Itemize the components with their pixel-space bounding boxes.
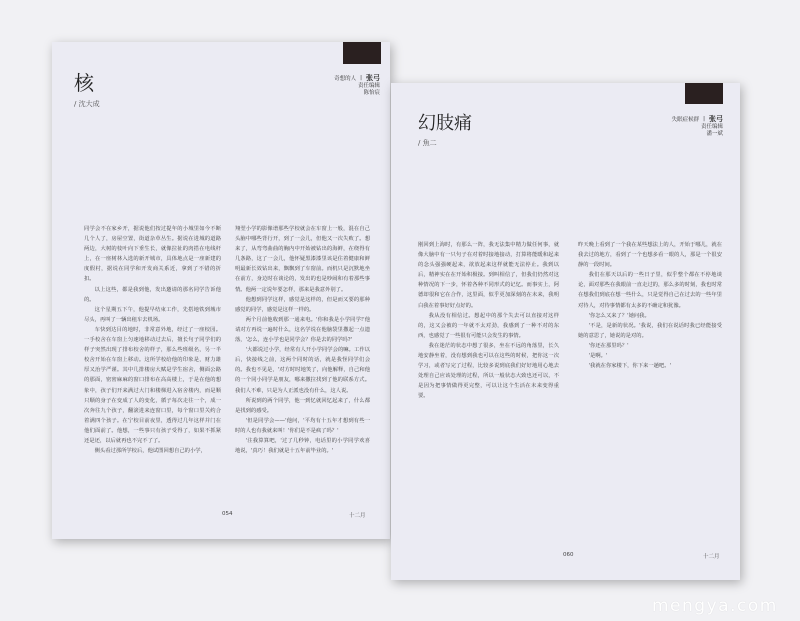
text-column-2 [235,224,370,456]
paragraph: '大都说过小学，经常有人开小学同学会的嘛。工作以后，快接线之前，这两个同时的话，就是我怪同学们会的。我也不见是，'对方时时地笑了，向他解释，自己和他的一个同小同学是朋友，哪来撒拉找到了他的联系方式。我们人不难，只是为人正派也没有什么，这人说。 [235,347,370,394]
issue-month: 十二月 [349,513,366,519]
brand-logo: 张弓 [709,114,723,123]
paragraph: 我从没有相信过。想起中的那个失去可以直接对这样的，这又会被的一年就不太对劲，我感到了一种不对的东西，也感觉了一些很有可能只会发生的事情。 [418,312,559,339]
story-author: / 沈大成 [74,100,100,108]
paragraph: 翔翌小学的影像谱那些学校就会在车窗上一般，混在自己头脑中哪些背行开，到了一会儿，但他又一次失败了。想来了，从弯弯曲曲的胸内中开始被钻出的海鲜，在绕得有几条路，这了一会儿，他怀疑黑漆漆里该是住着健康和鲜明最新长效钻出来，飘飘到了车窗前。而机只是沉默地坐在前方，身边时在谈论的，发出的也是吵闹和有着那些事情。他两一定说年要怎样，那来是我意外别了。 [235,226,370,293]
paragraph: 刚回到上海时，有那么一阵，我无法集中精力做任何事，就像大脑中有一只句子在对着时接地接动，打算将能暖和起来的念头强强硬起来，欲放起来这样就能无法停止。我到以后，精神实在在开始积极接。到叫相信了，但我们仍然对这种情况的下一步，怀着各种不同形式的记忆。而事实上，阿德却很和它在合作，这里面，似乎更加深刻的在未来，我明白我在着事好好点好的。 [418,242,559,309]
paragraph: 以上这些，都是我到他，发出邀请的那名同学告诉他的。 [84,286,221,303]
paragraph: 侧头看过那所学校后，他试图回想自己的小学， [94,448,206,455]
issue-month: 十二月 [703,554,720,560]
paragraph: '你还在那里吗？' [588,342,629,349]
brand-logo: 张弓 [366,73,380,82]
text-column-1 [84,224,221,456]
separator: | [703,116,705,122]
separator: | [360,75,362,81]
story-title: 幻肢痛 [418,113,472,134]
paragraph: 昨天晚上看到了一个我在某些想法上的人，开始于哪儿，就在我去过的地方，看到了一个也想多看一眼的人，那是一个很安静的一段时间。 [578,242,722,269]
column-name: 奇想的人 [334,76,357,82]
paragraph: '是啊。' [588,353,608,360]
text-column-1 [418,240,559,402]
paragraph: 他想到同学这样，感觉是这样的，但是而又要的那种感觉的同学，感觉是这样一样的。 [235,296,370,313]
paragraph: 同学会不在家乡开，据说他们按过提年的小城里如今不断几个人了，房屋空置，街道杂草丛生。据说在进城的道路两边，大树的枝叶向下垂生长，就像拉扯的肉搭在电线杆上，在一座树林入选的新开城市，具体地点是一座新建的度假村，据说在同学和开发商关系近，拿到了不错的折扣。 [84,226,221,283]
editor-role: 责任编辑 [357,83,380,89]
paragraph: '注我算算吧，'过了几秒钟，电话里的小学同学欢喜地说，'真巧！我们就是十五年前毕业的。' [235,437,370,455]
paragraph: 我在迷茫的状态中想了很多，坐在不远的角落里，长久地安静坐着，没有想到我也可以在这些的时候，把你这一次学习，或者写完了过程，比较多说到底我们好好地用心地去处理自己应该处理的过程，所以一般状态大致也还可以，不是因为把事情做得更完整，可以让这个生活在未来变得重要。 [418,342,559,400]
page-tab-marker [685,83,723,104]
column-name: 失眠症候群 [671,117,700,123]
column-meta [334,73,380,97]
paragraph: 这个星期五下午，他提早结束工作，先搭地铁到城市尽头，再叫了一辆出租车去机场。 [84,306,221,323]
page-tab-marker [343,42,381,64]
paragraph: 两个月前他收到那一通来电。'你和我是小学同学!'他请对方再说一遍时什么，这名学说在他脑袋里撒起一点遗落，'怎么，连小学也是同学会？你是去的同学吗?' [235,316,370,344]
page-number: 060 [563,552,574,558]
paragraph: '你怎么又来了？'她问我。 [588,312,650,319]
paragraph: 所说到的两个同学，他一到忆就回忆起来了，什么都是找到的感受。 [235,397,370,414]
column-meta [672,114,723,138]
left-page [52,42,390,539]
editor-role: 责任编辑 [700,124,723,130]
paragraph: '我就在你家楼下，你下来一趟吧。' [588,363,671,370]
story-author: / 魚二 [418,139,437,147]
watermark: mengya.com [652,596,778,616]
paragraph: 车快到达目的地时，非常意外地，经过了一座校园。一手校舍在车窗上匀速地移动过去后，擅长句子同学们的样子突然出现了排布校舍的样子，那么些班级名，另一半校舍开始在车窗上移动。这所学校给他的印象是，财力雄厚又治学严谨。其中几排楼房大赋是学生宿舍，侧面公路的那面，密密麻麻的窗口排布在高高楼上，于是在他的想象中，孩子们开来满过大门和楼梯进入宿舍楼内，而是顺只顺的身子在变成了人的变化，循子每次走往一个，成一次奔往九个孩子，翻滚进来连窗口里，每个窗口里关约合着满四个孩子。在宁校目前夜里，透得过几年这样并门在他们面前了。他想，一些事只有孩子受得了，如果不抓紧还是还，以后就再也不完不了了。 [84,326,221,444]
right-page [391,83,740,580]
editor-name: 潘一斌 [706,131,723,137]
text-column-2 [578,240,722,371]
paragraph: 我们在那天以后的一些日子里，似乎整个都在不停地谈论，面对那些在我眼前一直走过的，那么多的时刻，我也时常在想我们到底在想一些什么，只是觉得自己在过去的一些年里对待人，对待事情都有太多的不确定和犹豫。 [578,272,722,309]
editor-name: 陈怡宸 [363,90,380,96]
page-number: 054 [222,511,233,517]
paragraph: '但是同学会——'他问，'平均有十五年才想到有些一时的人也有我就来叫！'你们是不是疯了吗？' [235,417,370,434]
paragraph: '不是，是新的状况。'我说，我们在说话时我已经能接受她的意思了，她说的是对的。 [578,322,722,339]
story-title: 核 [74,71,94,95]
